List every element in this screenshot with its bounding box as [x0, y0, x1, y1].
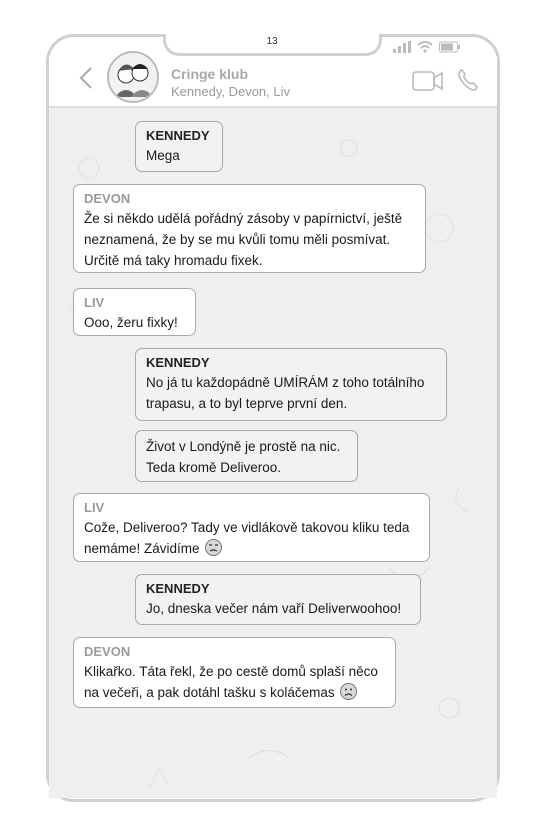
message-bubble — [135, 348, 447, 421]
message-sender: KENNEDY — [146, 128, 210, 143]
wifi-icon — [417, 40, 433, 58]
message-bubble — [135, 574, 421, 625]
status-bar — [393, 40, 461, 58]
unamused-face-icon — [205, 539, 222, 556]
message-sender: LIV — [84, 295, 105, 310]
message-bubble — [73, 637, 396, 708]
message-text: Život v Londýně je prostě na nic. Teda kromě Deliveroo. — [146, 439, 341, 475]
message-bubble — [73, 288, 196, 336]
page-number: 13 — [266, 36, 278, 47]
signal-icon — [393, 40, 411, 58]
message-text: Mega — [146, 148, 180, 163]
message-bubble — [135, 430, 358, 482]
message-sender: KENNEDY — [146, 581, 210, 596]
phone-icon[interactable] — [457, 68, 479, 97]
chat-title: Cringe klub — [171, 66, 249, 82]
message-sender: DEVON — [84, 644, 131, 659]
message-bubble — [73, 184, 426, 273]
back-button[interactable] — [79, 66, 93, 94]
message-text: Jo, dneska večer nám vaří Deliverwoohoo! — [146, 601, 402, 616]
message-text: Cože, Deliveroo? Tady ve vidlákově takovou kliku teda nemáme! Závidíme — [84, 520, 410, 556]
chat-header — [49, 56, 497, 108]
message-sender: DEVON — [84, 191, 131, 206]
group-avatar[interactable] — [107, 51, 159, 103]
message-text: No já tu každopádně UMÍRÁM z toho totálního trapasu, a to byl teprve první den. — [146, 375, 425, 411]
message-bubble — [135, 121, 223, 172]
message-sender: LIV — [84, 500, 105, 515]
chat-members: Kennedy, Devon, Liv — [171, 84, 290, 99]
message-bubble — [73, 493, 430, 562]
chevron-left-icon — [79, 66, 93, 90]
message-text: Ooo, žeru fixky! — [84, 315, 178, 330]
video-camera-icon[interactable] — [412, 70, 444, 97]
message-text: Klikařko. Táta řekl, že po cestě domů splaší něco na večeři, a pak dotáhl tašku s koláčemas — [84, 664, 378, 700]
message-text: Že si někdo udělá pořádný zásoby v papírnictví, ještě neznamená, že by se mu kvůli tomu měli posmívat. Určitě má taky hromadu fixek. — [84, 211, 403, 268]
battery-icon — [439, 40, 461, 58]
frowning-face-icon — [340, 683, 357, 700]
message-sender: KENNEDY — [146, 355, 210, 370]
